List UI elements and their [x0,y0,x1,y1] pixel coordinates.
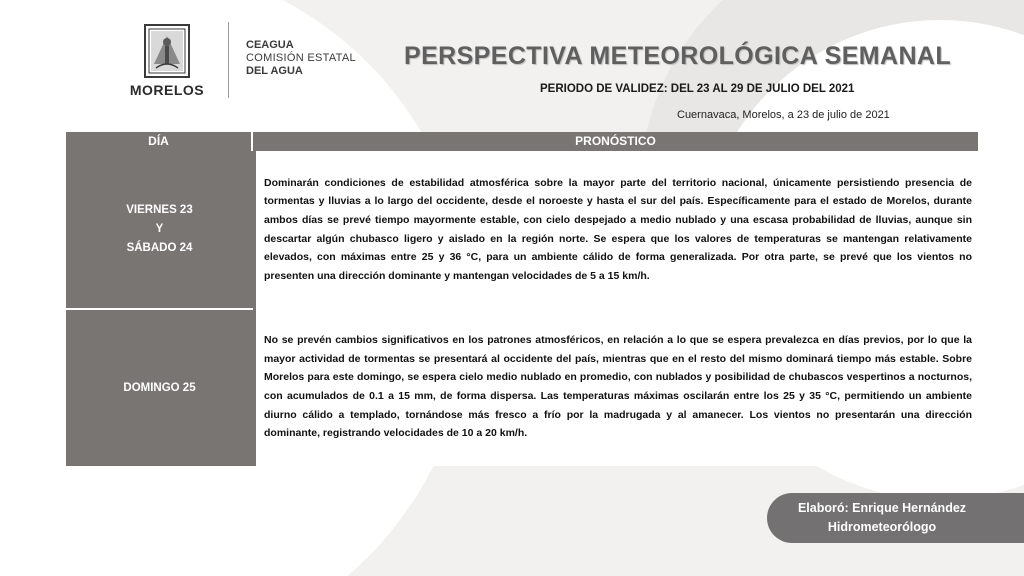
table-row [66,308,978,466]
author-role: Hidrometeorólogo [827,520,937,534]
day-label: VIERNES 23 [126,204,193,216]
coat-of-arms-icon [144,24,190,78]
table-header [66,132,978,151]
org-line-2: COMISIÓN ESTATAL [246,52,356,64]
day-label: SÁBADO 24 [126,242,193,254]
forecast-cell [253,151,978,308]
morelos-logo [118,24,216,98]
page-title: PERSPECTIVA METEOROLÓGICA SEMANAL [404,42,952,70]
validity-period: PERIODO DE VALIDEZ: DEL 23 AL 29 DE JULIO DEL 2021 [540,83,855,95]
author-name: Elaboró: Enrique Hernández [797,501,967,515]
logo-label: MORELOS [129,82,205,98]
day-cell [66,151,253,308]
day-label: DOMINGO 25 [123,381,196,394]
issue-date: Cuernavaca, Morelos, a 23 de julio de 2021 [677,109,890,121]
day-cell [66,308,253,466]
org-acronym: CEAGUA [246,39,294,51]
column-header-forecast: PRONÓSTICO [253,132,978,151]
organization-name [246,39,356,78]
header-divider [228,22,229,98]
forecast-text: Dominarán condiciones de estabilidad atmosférica sobre la mayor parte del territorio nacional, únicamente persistiendo presencia de tormentas y lluvias a lo largo del occidente, desde el noroeste y hasta el sur del país. Específicamente para el estado de Morelos, durante ambos días se prevé tiempo mayormente estable, con cielo despejado a medio nublado y una escasa probabilidad de lluvias, aunque sin descartar algún chubasco ligero y aislado en la región norte. Se espera que los valores de temperaturas se mantengan relativamente elevados, con máximas entre 25 y 36 °C, para un ambiente cálido de forma generalizada. Por otra parte, se prevé que los vientos no presenten una dirección dominante y mantengan velocidades de 5 a 15 km/h. [264,176,972,282]
forecast-table [66,132,978,466]
forecast-cell [253,308,978,466]
column-header-day: DÍA [66,132,253,151]
author-badge [767,493,1024,543]
org-line-3: DEL AGUA [246,65,303,77]
forecast-text: No se prevén cambios significativos en los patrones atmosféricos, en relación a lo que se espera prevalezca en días previos, por lo que la mayor actividad de tormentas se presentará al occidente del país, mientras que en el resto del mismo dominará tiempo más estable. Sobre Morelos para este domingo, se espera cielo medio nublado en promedio, con nublados y posibilidad de chubascos vespertinos a nocturnos, con acumulados de 0.1 a 15 mm, de forma dispersa. Las temperaturas máximas oscilarán entre los 25 y 35 °C, permitiendo un ambiente diurno cálido a templado, tornándose más fresco a frío por la madrugada y al amanecer. Los vientos no presentarán una dirección dominante, registrando velocidades de 10 a 20 km/h. [264,334,972,440]
day-connector: Y [155,223,164,235]
table-row [66,151,978,308]
